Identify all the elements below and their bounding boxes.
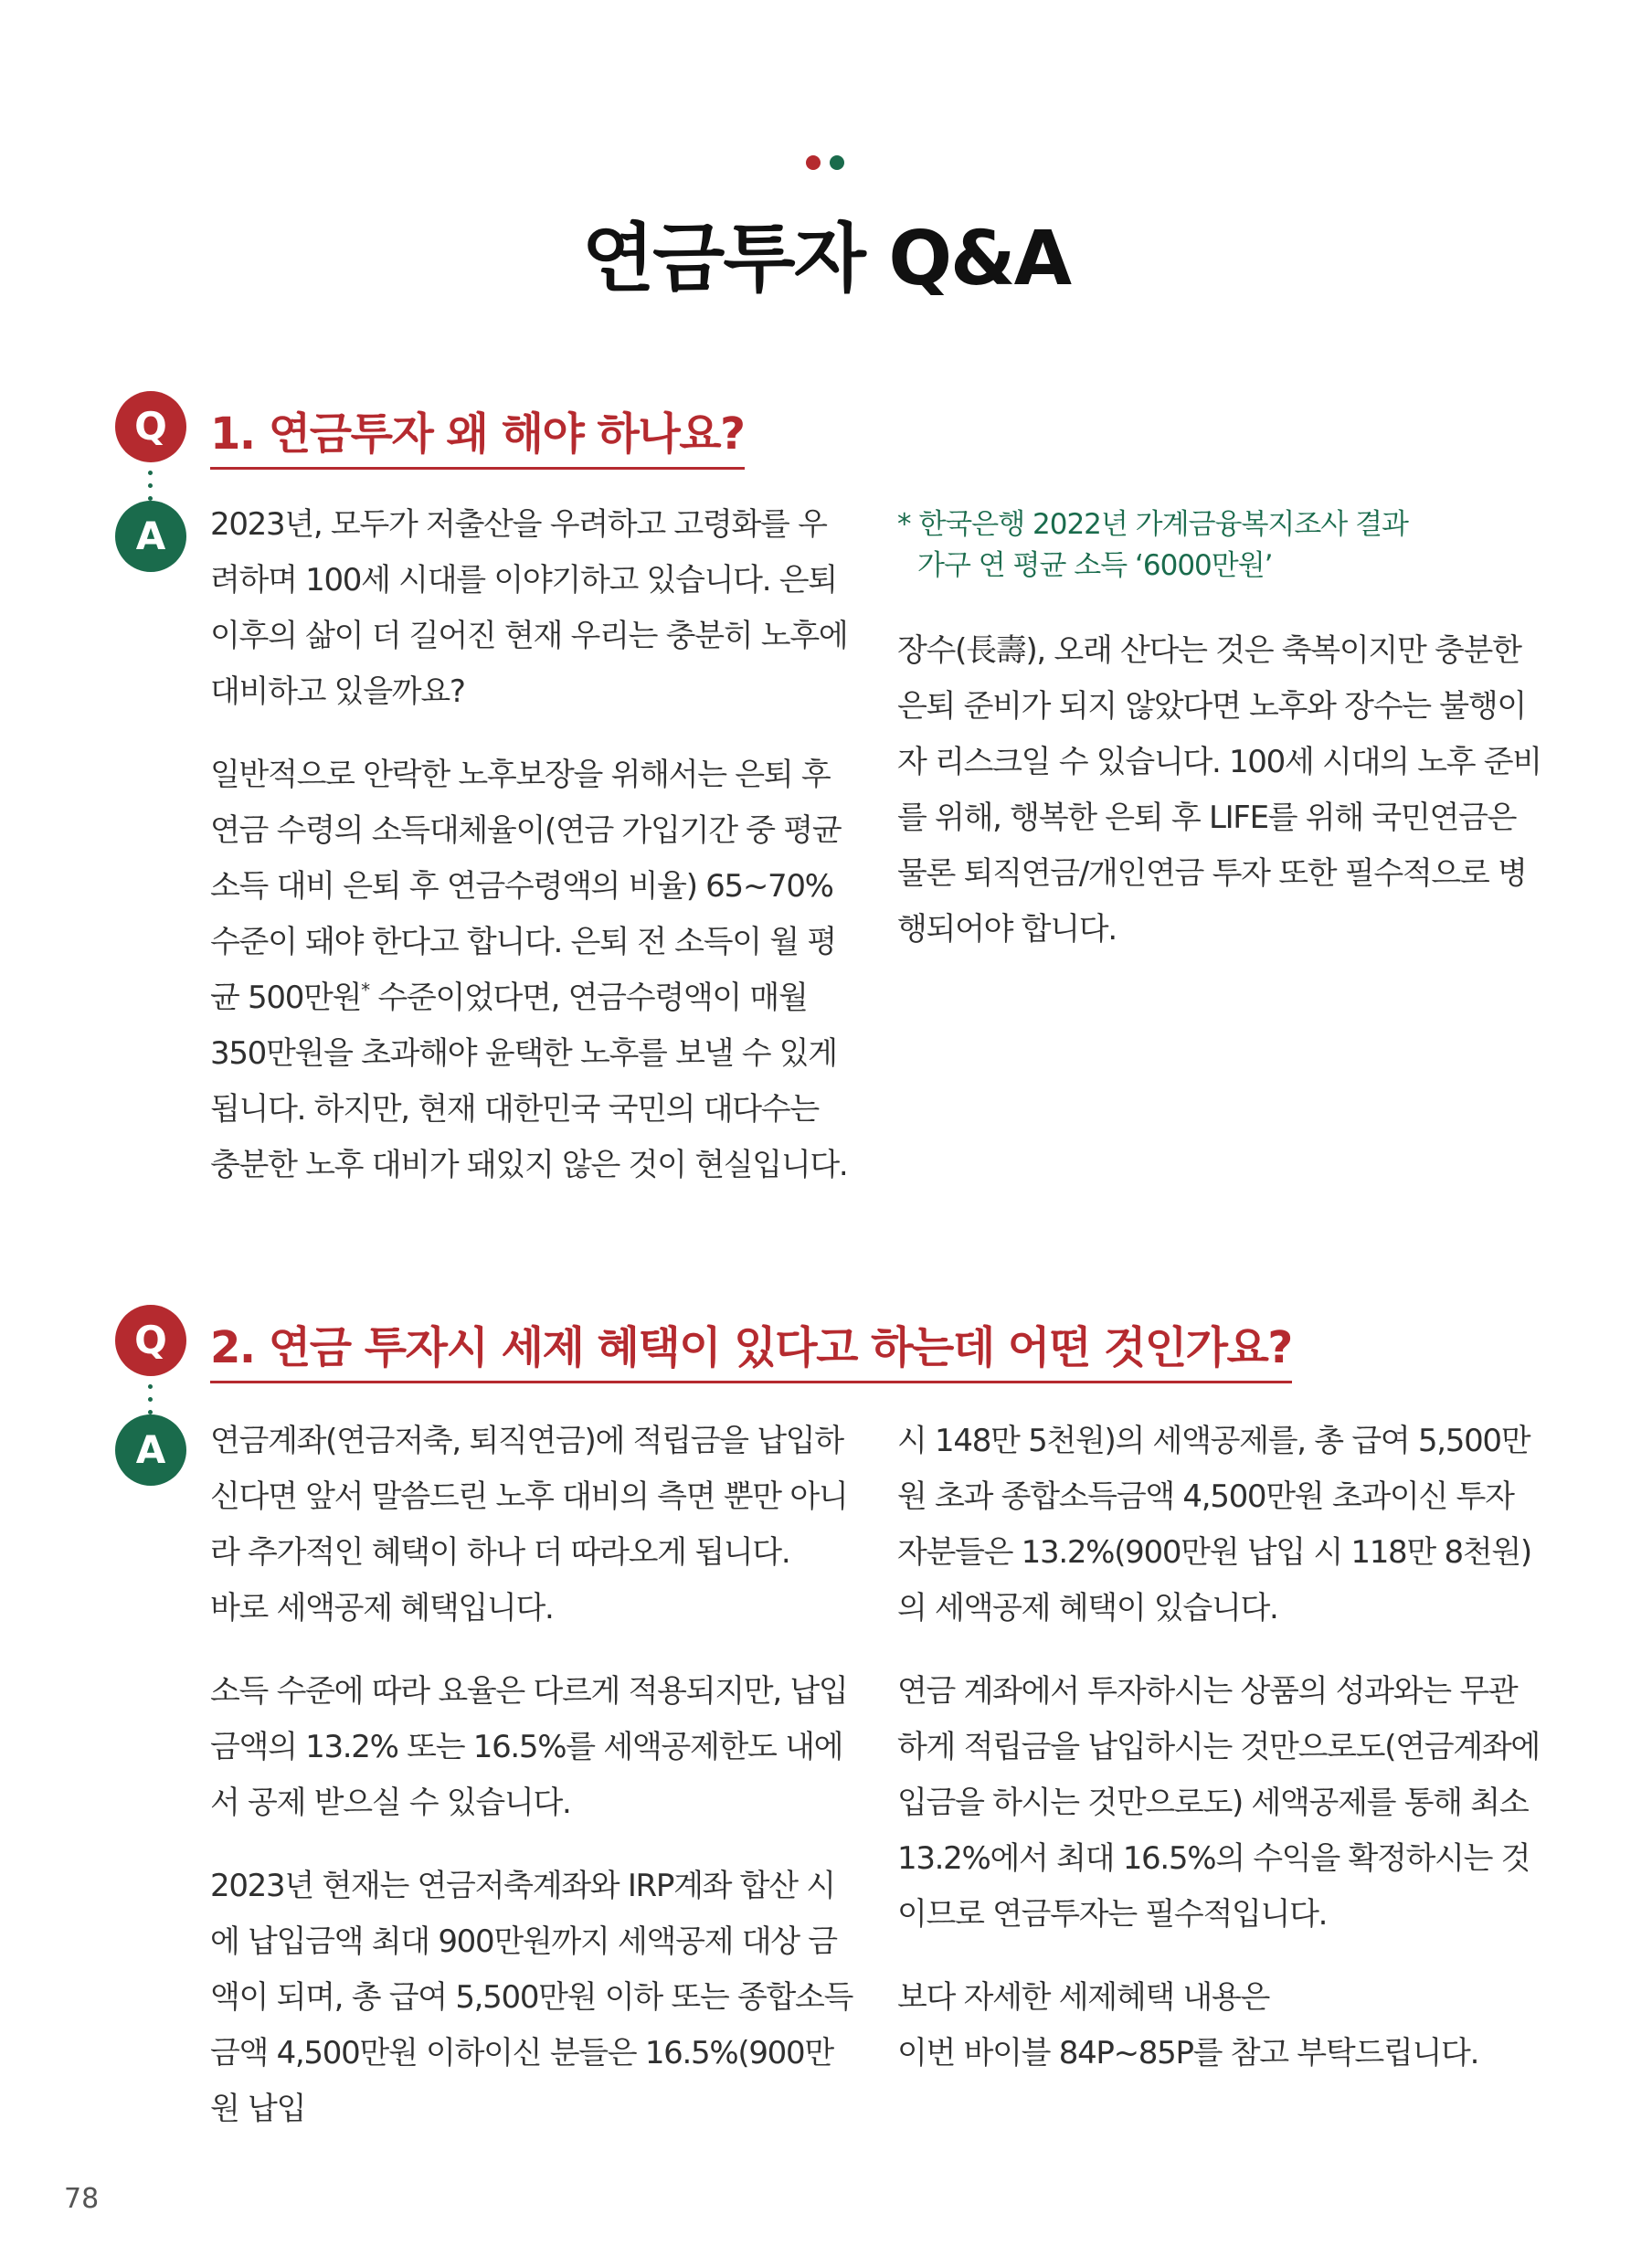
answer-2-paragraph: 연금 계좌에서 투자하시는 상품의 성과와는 무관하게 적립금을 납입하시는 것만으로도(연금계좌에 입금을 하시는 것만으로도) 세액공제를 통해 최소 13.2%에서 최대 16.5%의 수익을 확정하시는 것이므로 연금투자는 필수적입니다. [897,1673,1540,1933]
answer-1-right-column [897,504,1541,985]
answer-1-paragraph: 2023년, 모두가 저출산을 우려하고 고령화를 우려하며 100세 시대를 이야기하고 있습니다. 은퇴 이후의 삶이 더 길어진 현재 우리는 충분히 노후에 대비하고 있을까요? [210,506,848,710]
a-badge-2: A [115,1414,186,1486]
answer-1-text: 수준이었다면, 연금수령액이 매월 350만원을 초과해야 윤택한 노후를 보낼 수 있게 됩니다. 하지만, 현재 대한민국 국민의 대다수는 충분한 노후 대비가 돼있지 않은 것이 현실입니다. [210,980,848,1183]
page-title: 연금투자 Q&A [581,216,1071,302]
answer-2-paragraph: 연금계좌(연금저축, 퇴직연금)에 적립금을 납입하신다면 앞서 말씀드린 노후 대비의 측면 뿐만 아니라 추가적인 혜택이 하나 더 따라오게 됩니다. [210,1423,848,1571]
answer-2-paragraph: 보다 자세한 세제혜택 내용은 [897,1979,1270,2016]
answer-2-paragraph: 이번 바이블 84P~85P를 참고 부탁드립니다. [897,2035,1479,2071]
question-2: 2. 연금 투자시 세제 혜택이 있다고 하는데 어떤 것인가요? [210,1312,1292,1383]
answer-2-paragraph: 바로 세액공제 혜택입니다. [210,1590,554,1626]
answer-1-paragraph [210,747,854,1193]
footnote-marker: * [361,979,369,1001]
answer-2-paragraph: 시 148만 5천원)의 세액공제를, 총 급여 5,500만원 초과 종합소득금액 4,500만원 초과이신 투자자분들은 13.2%(900만원 납입 시 118만 8천원)의 세액공제 혜택이 있습니다. [897,1423,1531,1626]
answer-2-paragraph: 소득 수준에 따라 요율은 다르게 적용되지만, 납입금액의 13.2% 또는 16.5%를 세액공제한도 내에서 공제 받으실 수 있습니다. [210,1673,848,1821]
answer-2-paragraph: 2023년 현재는 연금저축계좌와 IRP계좌 합산 시에 납입금액 최대 900만원까지 세액공제 대상 금액이 되며, 총 급여 5,500만원 이하 또는 종합소득금액 4,500만원 이하이신 분들은 16.5%(900만원 납입 [210,1868,853,2127]
answer-2-right-column [897,1414,1541,2109]
answer-1-text: 일반적으로 안락한 노후보장을 위해서는 은퇴 후 연금 수령의 소득대체율이(연금 가입기간 중 평균 소득 대비 은퇴 후 연금수령액의 비율) 65~70% 수준이 돼야 한다고 합니다. 은퇴 전 소득이 월 평균 500만원 [210,757,842,1016]
footnote [897,504,1541,587]
answer-1-paragraph: 장수(長壽), 오래 산다는 것은 축복이지만 충분한 은퇴 준비가 되지 않았다면 노후와 장수는 불행이자 리스크일 수 있습니다. 100세 시대의 노후 준비를 위해, 행복한 은퇴 후 LIFE를 위해 국민연금은 물론 퇴직연금/개인연금 투자 또한 필수적으로 병행되어야 합니다. [897,632,1541,948]
decorative-dots [806,155,846,170]
a-badge-1: A [115,501,186,572]
red-dot-icon [806,155,821,170]
answer-1-left-column [210,497,854,1221]
q-badge-1: Q [115,391,186,462]
question-1: 1. 연금투자 왜 해야 하나요? [210,398,745,470]
footnote-line: * 한국은행 2022년 가계금융복지조사 결과 [897,508,1408,541]
footnote-line: 가구 연 평균 소득 ‘6000만원’ [917,549,1273,582]
page-number: 78 [64,2183,100,2215]
q-badge-2: Q [115,1305,186,1376]
answer-2-left-column [210,1414,854,2165]
green-dot-icon [830,155,844,170]
